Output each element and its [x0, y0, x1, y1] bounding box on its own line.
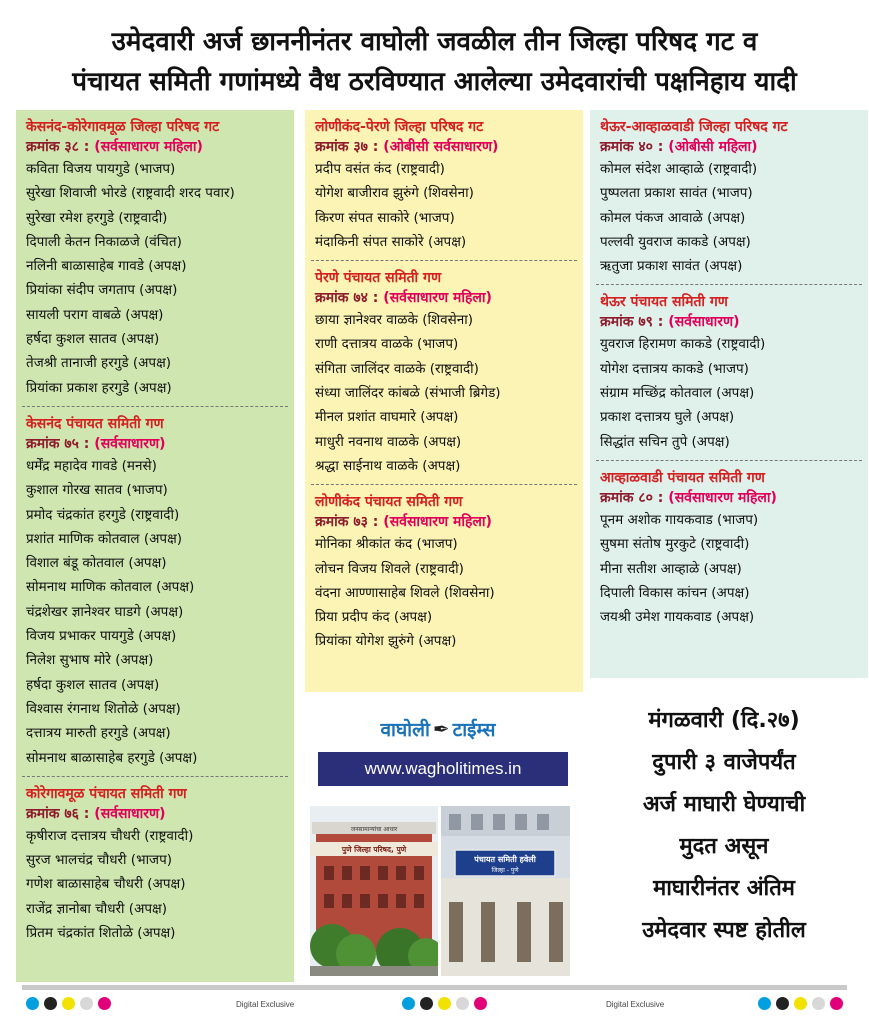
candidate: तेजश्री तानाजी हरगुडे (अपक्ष): [26, 355, 172, 372]
candidate: हर्षदा कुशल सातव (अपक्ष): [26, 676, 160, 693]
cyan-dot: [758, 997, 771, 1010]
section-number: [600, 488, 858, 508]
ps-sign-text: पंचायत समिती हवेली: [474, 855, 536, 864]
section-theur-ps: [590, 285, 868, 459]
candidate: वंदना आण्णासाहेब शिवले (शिवसेना): [315, 584, 495, 601]
candidate: पल्लवी युवराज काकडे (अपक्ष): [600, 233, 751, 250]
candidate: पुष्पलता प्रकाश सावंत (भाजप): [600, 185, 753, 202]
yellow-dot: [62, 997, 75, 1010]
ward-number: क्रमांक ७९ :: [600, 314, 664, 331]
section-number: [600, 312, 858, 332]
section-kesnand-ps: [16, 407, 294, 776]
candidate: कृषीराज दत्तात्रय चौधरी (राष्ट्रवादी): [26, 827, 194, 844]
ward-category: (सर्वसाधारण महिला): [383, 514, 492, 531]
ps-sign-sub-text: जिल्हा - पुणे: [491, 867, 519, 874]
candidate: प्रियांका संदीप जगताप (अपक्ष): [26, 282, 178, 299]
candidate: सुरज भालचंद्र चौधरी (भाजप): [26, 852, 173, 869]
candidate: विश्वास रंगनाथ शितोळे (अपक्ष): [26, 700, 181, 717]
panchayat-samiti-building-photo: [441, 806, 570, 976]
section-number: [26, 434, 284, 454]
yellow-dot: [438, 997, 451, 1010]
candidate: मोनिका श्रीकांत कंद (भाजप): [315, 536, 458, 553]
ward-number: क्रमांक ७३ :: [315, 514, 379, 531]
candidate: मंदाकिनी संपत साकोरे (अपक्ष): [315, 233, 467, 250]
ward-number: क्रमांक ८० :: [600, 489, 664, 506]
section-title: कोरेगावमूळ पंचायत समिती गण: [26, 785, 187, 802]
ward-category: (सर्वसाधारण महिला): [668, 489, 777, 506]
headline-line-1: उमेदवारी अर्ज छाननीनंतर वाघोली जवळील तीन जिल्हा परिषद गट व: [111, 27, 758, 57]
notice-line: मंगळवारी (दि.२७): [648, 708, 800, 733]
section-title: लोणीकंद-पेरणे जिल्हा परिषद गट: [315, 119, 484, 135]
zilla-parishad-building-photo: [310, 806, 438, 976]
candidate: दिपाली विकास कांचन (अपक्ष): [600, 584, 750, 601]
section-lonikand-perne-zp: [305, 110, 583, 260]
candidate: प्रमोद चंद्रकांत हरगुडे (राष्ट्रवादी): [26, 506, 180, 523]
registration-dots: [26, 997, 116, 1011]
candidate: प्रितम चंद्रकांत शितोळे (अपक्ष): [26, 925, 176, 942]
candidate: सायली पराग वाबळे (अपक्ष): [26, 306, 164, 323]
candidate: छाया ज्ञानेश्वर वाळके (शिवसेना): [315, 312, 474, 329]
candidate: प्रशांत माणिक कोतवाल (अपक्ष): [26, 530, 183, 547]
candidate: कोमल संदेश आव्हाळे (राष्ट्रवादी): [600, 161, 758, 177]
ward-number: क्रमांक ७५ :: [26, 435, 90, 452]
ward-number: क्रमांक ३७ :: [315, 139, 379, 155]
candidate: हर्षदा कुशल सातव (अपक्ष): [26, 331, 160, 348]
magenta-dot: [830, 997, 843, 1010]
zilla-parishad-building-illustration: [310, 806, 438, 976]
ward-category: (सर्वसाधारण): [668, 314, 740, 331]
website-url[interactable]: www.wagholitimes.in: [318, 752, 568, 786]
candidate: सुरेखा शिवाजी भोरडे (राष्ट्रवादी शरद पवार): [26, 185, 235, 202]
notice-line: मुदत असून: [679, 834, 769, 859]
candidate: संग्राम मच्छिंद्र कोतवाल (अपक्ष): [600, 385, 755, 402]
ward-number: क्रमांक ७४ :: [315, 290, 379, 307]
ward-category: (सर्वसाधारण): [94, 435, 166, 452]
candidate: मीनल प्रशांत वाघमारे (अपक्ष): [315, 409, 459, 426]
candidate: लोचन विजय शिवले (राष्ट्रवादी): [315, 560, 464, 577]
black-dot: [44, 997, 57, 1010]
section-lonikand-ps: [305, 485, 583, 659]
candidate: कोमल पंकज आवाळे (अपक्ष): [600, 209, 746, 226]
candidate: राजेंद्र ज्ञानोबा चौधरी (अपक्ष): [26, 900, 168, 917]
section-title: केसनंद-कोरेगावमूळ जिल्हा परिषद गट: [26, 119, 220, 135]
section-title: केसनंद पंचायत समिती गण: [26, 415, 164, 432]
candidate: माधुरी नवनाथ वाळके (अपक्ष): [315, 433, 462, 450]
headline: [0, 22, 869, 102]
section-title: आव्हाळवाडी पंचायत समिती गण: [600, 469, 765, 486]
registration-dots: [402, 997, 492, 1011]
candidate: संगिता जालिंदर वाळके (राष्ट्रवादी): [315, 360, 479, 377]
zp-sign-text: पुणे जिल्हा परिषद, पुणे: [341, 845, 407, 854]
brand-name-right: टाईम्स: [452, 719, 496, 741]
section-title: थेऊर पंचायत समिती गण: [600, 294, 728, 311]
ward-number: क्रमांक ४० :: [600, 139, 664, 155]
candidate: गणेश बाळासाहेब चौधरी (अपक्ष): [26, 876, 186, 893]
candidate: सोमनाथ माणिक कोतवाल (अपक्ष): [26, 579, 195, 596]
zp-sign-top-text: जनसामान्यांचा आधार: [350, 826, 398, 833]
candidate: श्रद्धा साईनाथ वाळके (अपक्ष): [315, 457, 461, 474]
brand-name-left: वाघोली: [380, 719, 430, 741]
section-number: [26, 804, 284, 824]
section-number: [315, 137, 573, 157]
candidate: सोमनाथ बाळासाहेब हरगुडे (अपक्ष): [26, 749, 198, 766]
grey-dot: [812, 997, 825, 1010]
candidate: जयश्री उमेश गायकवाड (अपक्ष): [600, 609, 755, 626]
registration-dots: [758, 997, 848, 1011]
candidate: दत्तात्रय मारुती हरगुडे (अपक्ष): [26, 725, 171, 742]
candidate: कुशाल गोरख सातव (भाजप): [26, 482, 168, 499]
candidate: योगेश दत्तात्रय काकडे (भाजप): [600, 360, 749, 377]
grey-dot: [80, 997, 93, 1010]
candidate: विशाल बंडू कोतवाल (अपक्ष): [26, 555, 167, 572]
left-column: [16, 110, 294, 982]
pen-nib-icon: ✒: [432, 717, 450, 741]
section-theur-avhalwadi-zp: [590, 110, 868, 284]
right-column: [590, 110, 868, 678]
magenta-dot: [98, 997, 111, 1010]
candidate: चंद्रशेखर ज्ञानेश्वर घाडगे (अपक्ष): [26, 603, 184, 620]
candidate: युवराज हिरामण काकडे (राष्ट्रवादी): [600, 336, 766, 353]
section-title: पेरणे पंचायत समिती गण: [315, 270, 442, 287]
candidate: किरण संपत साकोरे (भाजप): [315, 209, 455, 226]
section-number: [315, 288, 573, 308]
section-title: लोणीकंद पंचायत समिती गण: [315, 494, 463, 511]
candidate: ऋतुजा प्रकाश सावंत (अपक्ष): [600, 258, 743, 275]
candidate: धर्मेंद्र महादेव गावडे (मनसे): [26, 457, 157, 474]
footer-label: Digital Exclusive: [236, 1000, 295, 1009]
candidate: सुषमा संतोष मुरकुटे (राष्ट्रवादी): [600, 536, 750, 553]
candidate: राणी दत्तात्रय वाळके (भाजप): [315, 336, 459, 353]
ward-category: (सर्वसाधारण महिला): [383, 290, 492, 307]
ward-number: क्रमांक ३८ :: [26, 139, 90, 155]
section-number: [600, 137, 858, 157]
ward-number: क्रमांक ७६ :: [26, 805, 90, 822]
section-koregaonmul-ps: [16, 777, 294, 951]
section-title: थेऊर-आव्हाळवाडी जिल्हा परिषद गट: [600, 119, 788, 135]
black-dot: [420, 997, 433, 1010]
yellow-dot: [794, 997, 807, 1010]
candidate: मीना सतीश आव्हाळे (अपक्ष): [600, 560, 742, 577]
notice-line: उमेदवार स्पष्ट होतील: [642, 918, 806, 943]
notice-line: दुपारी ३ वाजेपर्यंत: [652, 750, 796, 775]
candidate: संध्या जालिंदर कांबळे (संभाजी ब्रिगेड): [315, 385, 501, 402]
candidate: पूनम अशोक गायकवाड (भाजप): [600, 511, 759, 528]
footer-rule: [22, 985, 847, 990]
black-dot: [776, 997, 789, 1010]
candidate: प्रकाश दत्तात्रय घुले (अपक्ष): [600, 409, 735, 426]
candidate: दिपाली केतन निकाळजे (वंचित): [26, 233, 182, 250]
withdrawal-notice: [590, 700, 858, 952]
ward-category: (सर्वसाधारण महिला): [94, 139, 203, 155]
cyan-dot: [402, 997, 415, 1010]
headline-line-2: पंचायत समिती गणांमध्ये वैध ठरविण्यात आलेल्या उमेदवारांची पक्षनिहाय यादी: [72, 67, 797, 97]
candidate: प्रदीप वसंत कंद (राष्ट्रवादी): [315, 161, 445, 177]
brand-logo: [318, 716, 558, 742]
magenta-dot: [474, 997, 487, 1010]
candidate: निलेश सुभाष मोरे (अपक्ष): [26, 652, 154, 669]
section-kesnand-koregaonmul-zp: [16, 110, 294, 406]
section-avhalwadi-ps: [590, 461, 868, 635]
ward-category: (ओबीसी महिला): [668, 139, 758, 155]
middle-column: [305, 110, 583, 692]
candidate: योगेश बाजीराव झुरुंगे (शिवसेना): [315, 185, 474, 202]
section-perne-ps: [305, 261, 583, 484]
ward-category: (सर्वसाधारण): [94, 805, 166, 822]
cyan-dot: [26, 997, 39, 1010]
candidate: प्रिया प्रदीप कंद (अपक्ष): [315, 609, 433, 626]
section-number: [26, 137, 284, 157]
candidate: प्रियांका योगेश झुरुंगे (अपक्ष): [315, 633, 457, 650]
candidate: सिद्धांत सचिन तुपे (अपक्ष): [600, 433, 730, 450]
footer-label: Digital Exclusive: [606, 1000, 665, 1009]
candidate: प्रियांका प्रकाश हरगुडे (अपक्ष): [26, 379, 172, 396]
notice-line: अर्ज माघारी घेण्याची: [642, 792, 806, 817]
grey-dot: [456, 997, 469, 1010]
candidate: कविता विजय पायगुडे (भाजप): [26, 161, 176, 177]
ward-category: (ओबीसी सर्वसाधारण): [383, 139, 499, 155]
candidate: सुरेखा रमेश हरगुडे (राष्ट्रवादी): [26, 209, 168, 226]
candidate: नलिनी बाळासाहेब गावडे (अपक्ष): [26, 258, 187, 275]
notice-line: माघारीनंतर अंतिम: [653, 876, 795, 901]
section-number: [315, 512, 573, 532]
panchayat-samiti-building-illustration: [441, 806, 570, 976]
candidate: विजय प्रभाकर पायगुडे (अपक्ष): [26, 628, 177, 645]
